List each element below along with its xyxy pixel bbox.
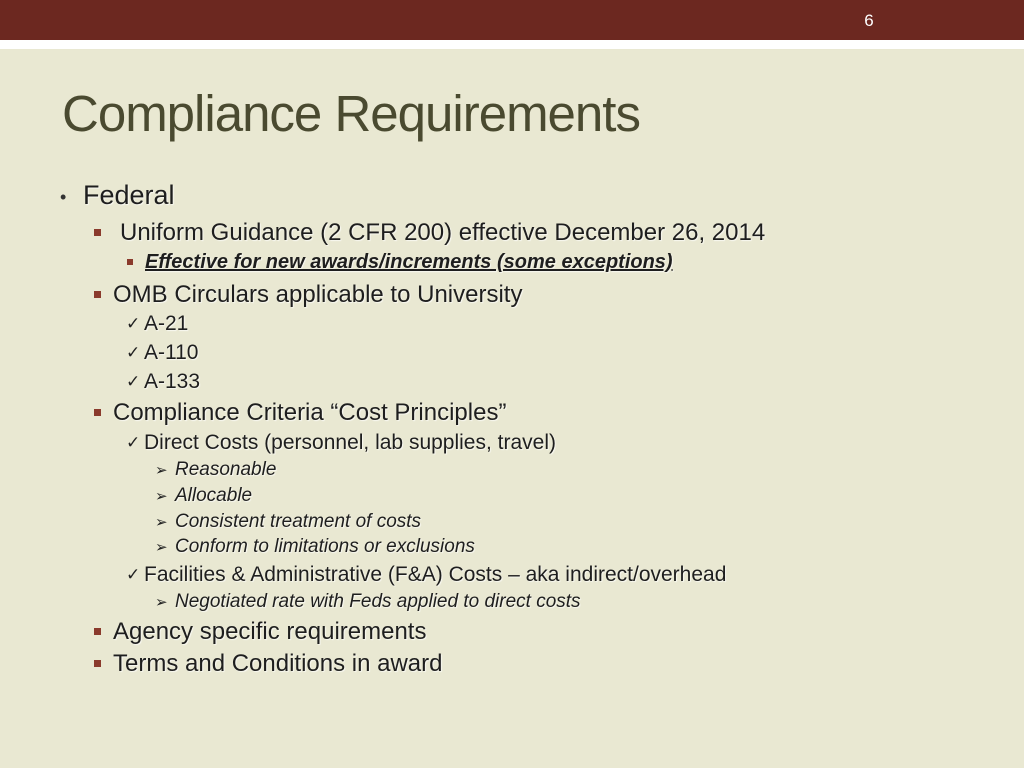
arrow-bullet-icon: ➢	[155, 514, 168, 531]
bullet-fa-costs: Facilities & Administrative (F&A) Costs – aka indirect/overhead	[144, 563, 727, 586]
bullet-allocable: Allocable	[175, 485, 253, 506]
bullet-federal: Federal	[83, 180, 175, 210]
checkmark-icon: ✓	[126, 433, 141, 452]
bullet-a133: A-133	[144, 370, 201, 393]
arrow-bullet-icon: ➢	[155, 462, 168, 479]
square-bullet-icon	[94, 291, 101, 298]
checkmark-icon: ✓	[126, 314, 141, 333]
header-divider	[0, 40, 1024, 49]
arrow-bullet-icon: ➢	[155, 594, 168, 611]
arrow-bullet-icon: ➢	[155, 539, 168, 556]
checkmark-icon: ✓	[126, 565, 141, 584]
bullet-consistent-treatment: Consistent treatment of costs	[175, 511, 422, 532]
square-bullet-icon	[94, 628, 101, 635]
bullet-cost-principles: Compliance Criteria “Cost Principles”	[113, 399, 507, 426]
slide-number: 6	[864, 11, 874, 30]
bullet-effective-note: Effective for new awards/increments (some exceptions)	[145, 251, 673, 273]
arrow-bullet-icon: ➢	[155, 488, 168, 505]
square-bullet-icon	[94, 660, 101, 667]
bullet-conform: Conform to limitations or exclusions	[175, 536, 475, 557]
checkmark-icon: ✓	[126, 372, 141, 391]
bullet-agency-requirements: Agency specific requirements	[113, 618, 427, 645]
dot-bullet-icon: •	[60, 187, 67, 207]
bullet-a21: A-21	[144, 312, 189, 335]
checkmark-icon: ✓	[126, 343, 141, 362]
square-bullet-icon	[94, 229, 101, 236]
bullet-uniform-guidance: Uniform Guidance (2 CFR 200) effective December 26, 2014	[120, 219, 766, 246]
bullet-omb-circulars: OMB Circulars applicable to University	[113, 281, 523, 308]
slide-title: Compliance Requirements	[62, 85, 640, 142]
bullet-reasonable: Reasonable	[175, 459, 277, 480]
bullet-a110: A-110	[144, 341, 199, 364]
square-bullet-icon	[127, 259, 133, 265]
bullet-negotiated-rate: Negotiated rate with Feds applied to direct costs	[175, 591, 581, 612]
square-bullet-icon	[94, 409, 101, 416]
bullet-direct-costs: Direct Costs (personnel, lab supplies, travel)	[144, 431, 557, 454]
bullet-terms-conditions: Terms and Conditions in award	[113, 650, 443, 677]
